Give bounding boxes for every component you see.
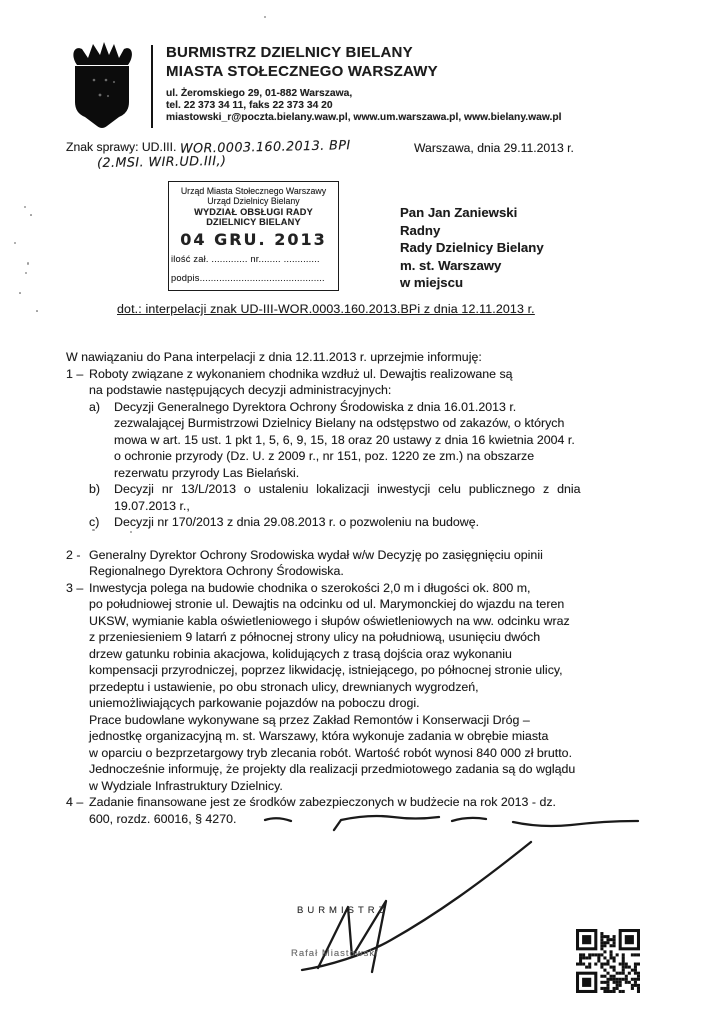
stamp-attachments-line: ilość zał. ............. nr........ .............: [171, 254, 320, 265]
stamp-line-2: Urząd Dzielnicy Bielany: [207, 196, 300, 207]
case-reference: [66, 140, 350, 155]
recipient-block: Pan Jan Zaniewski Radny Rady Dzielnicy Bielany m. st. Warszawy w miejscu: [400, 205, 544, 291]
stamp-signature-line: podpis.............................................: [171, 273, 325, 284]
signer-name: Rafał Miastowski: [291, 948, 379, 959]
stamp-received-date: 04 GRU. 2013: [180, 229, 327, 249]
case-reference-handwritten-2: (2.MSI. WIR.UD.III,): [96, 153, 227, 172]
list-item-3: [66, 580, 670, 795]
stamp-line-3: WYDZIAŁ OBSŁUGI RADY: [194, 206, 313, 217]
list-marker-2: 2 -: [66, 547, 81, 562]
list-item-2: [66, 547, 670, 580]
org-name-line1: BURMISTRZ DZIELNICY BIELANY: [166, 44, 413, 61]
stamp-line-4: DZIELNICY BIELANY: [206, 217, 301, 228]
sublist-marker-a: a): [89, 399, 101, 414]
sublist-item-a-text: Decyzji Generalnego Dyrektora Ochrony Środowiska z dnia 16.01.2013 r. zezwalającej Burmistrzowi Dzielnicy Bielany na odstępstwo od zakazów, o których mowa w art. 15 ust. 1 pkt 1, 5, 6, 9, 15, 18 oraz 20 ustawy z dnia 16 kwietnia 2004 r. o ochronie przyrody (Dz. U. z 2009 r., nr 151, poz. 1220 ze zm.) na obszarze rezerwatu przyrody Las Bielański.: [114, 399, 575, 480]
letter-body: [66, 349, 670, 827]
sublist-item-b: [89, 481, 670, 514]
body-intro: W nawiązaniu do Pana interpelacji z dnia 12.11.2013 r. uprzejmie informuję:: [66, 350, 482, 364]
list-item-1: [66, 366, 670, 531]
qr-code: [576, 929, 640, 993]
list-marker-4: 4 –: [66, 795, 84, 809]
list-item-4-text: Zadanie finansowane jest ze środków zabezpieczonych w budżecie na rok 2013 - dz. 600, rozdz. 60016, § 4270.: [89, 795, 556, 826]
org-phone: tel. 22 373 34 11, faks 22 373 34 20: [166, 100, 333, 111]
list-item-1-text: Roboty związane z wykonaniem chodnika wzdłuż ul. Dewajtis realizowane są na podstawie następujących decyzji administracyjnych:: [89, 366, 513, 397]
org-web: miastowski_r@poczta.bielany.waw.pl, www.um.warszawa.pl, www.bielany.waw.pl: [166, 112, 562, 123]
registry-date-stamp: [168, 181, 339, 291]
list-item-3-text: Inwestycja polega na budowie chodnika o szerokości 2,0 m i długości ok. 800 m, po południowej stronie ul. Dewajtis na odcinku od ul. Marymonckiej do wjazdu na teren UKSW, wymianie kabla oświetleniowego i słupów oświetleniowych na ww. odcinku wraz z przeniesieniem 9 latarń z północnej strony ulicy na południową, usunięciu dwóch drzew gatunku robinia akacjowa, kolidujących z trasą dojścia oraz wykonaniu kompensacji przyrodniczej, poprzez likwidację, istniejącego, po północnej stronie ulicy, przedeptu i ustawienie, po obu stronach ulicy, drewnianych wygrodzeń, uniemożliwiających parkowanie pojazdów na poboczu drogi. Prace budowlane wykonywane są przez Zakład Remontów i Konserwacji Dróg – jednostkę organizacyjną m. st. Warszawy, która wykonuje zadania w obrębie miasta w oparciu o bezprzetargowy tryb zlecania robót. Wartość robót wynosi 840 000 zł brutto. Jednocześnie informuję, że projekty dla realizacji przedmiotowego zadania są do wglądu w Wydziale Infrastruktury Dzielnicy.: [89, 580, 576, 793]
sublist-marker-c: c): [89, 515, 100, 529]
org-address: ul. Żeromskiego 29, 01-882 Warszawa,: [166, 88, 353, 99]
list-marker-1: 1 –: [66, 366, 84, 381]
stamp-line-1: Urząd Miasta Stołecznego Warszawy: [180, 186, 327, 196]
place-and-date: Warszawa, dnia 29.11.2013 r.: [414, 141, 574, 155]
case-reference-handwritten: WOR.0003.160.2013. BPI: [179, 138, 351, 157]
header-divider: [151, 45, 153, 128]
sublist-item-c-text: Decyzji nr 170/2013 z dnia 29.08.2013 r. o pozwoleniu na budowę.: [114, 515, 480, 529]
sublist-item-b-text: Decyzji nr 13/L/2013 o ustaleniu lokalizacji inwestycji celu publicznego z dnia 19.07.2013 r.,: [114, 482, 581, 513]
coat-of-arms-icon: [66, 38, 138, 132]
sublist-item-c: [89, 514, 670, 531]
list-item-4: [66, 794, 670, 827]
list-item-2-text: Generalny Dyrektor Ochrony Srodowiska wydał w/w Decyzję po zasięgnięciu opinii Regionalnego Dyrektora Ochrony Środowiska.: [89, 547, 543, 578]
sublist-marker-b: b): [89, 482, 101, 496]
subject-line: dot.: interpelacji znak UD-III-WOR.0003.160.2013.BPi z dnia 12.11.2013 r.: [117, 302, 535, 316]
signer-title: BURMISTRZ: [297, 905, 389, 916]
org-name-line2: MIASTA STOŁECZNEGO WARSZAWY: [166, 63, 438, 80]
list-marker-3: 3 –: [66, 580, 84, 595]
sublist-item-a: [89, 399, 670, 482]
case-reference-label: Znak sprawy: UD.III.: [66, 140, 177, 154]
